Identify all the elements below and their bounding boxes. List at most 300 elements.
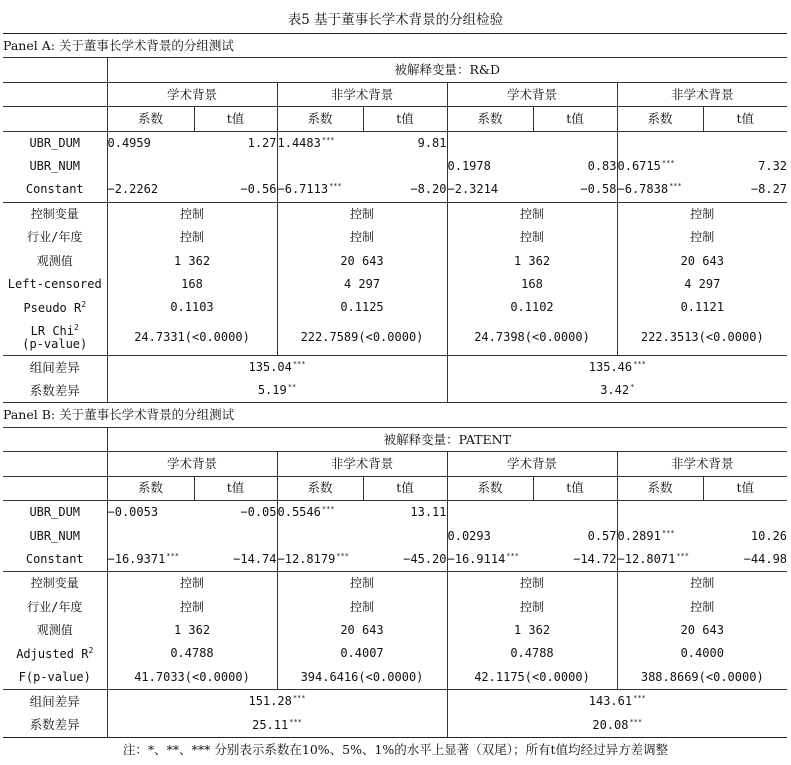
t-value-cell-text: −14.72 <box>573 551 617 566</box>
t-value-cell <box>533 155 617 178</box>
row-label <box>3 572 107 596</box>
t-value-cell-text: 13.11 <box>410 505 447 520</box>
column-header-text: 系数 <box>647 480 673 496</box>
difference-cell <box>447 690 787 714</box>
significance-stars: *** <box>633 694 646 703</box>
row-label <box>3 355 107 379</box>
statistic-cell <box>447 320 617 356</box>
coefficient-cell <box>277 548 363 572</box>
t-value-cell-text: −8.20 <box>410 182 447 197</box>
column-header <box>533 107 617 131</box>
t-value-cell-text: 1.27 <box>247 135 277 150</box>
statistic-cell <box>277 666 447 690</box>
significance-stars: *** <box>676 551 689 560</box>
row-label <box>3 548 107 572</box>
group-header-text: 非学术背景 <box>330 456 394 472</box>
row-label <box>3 690 107 714</box>
coefficient-cell <box>617 178 703 202</box>
difference-cell-text: 135.46 <box>588 359 633 374</box>
t-value-cell <box>533 548 617 572</box>
column-header-text: 系数 <box>137 480 163 496</box>
difference-cell-text: 143.61 <box>588 694 633 709</box>
statistic-cell <box>617 642 787 665</box>
column-header <box>703 476 787 500</box>
row-label-text: 控制变量 <box>30 206 79 221</box>
t-value-cell-text: −8.27 <box>750 182 788 197</box>
statistic-cell-text: 20 643 <box>340 253 384 268</box>
statistic-cell <box>107 619 277 642</box>
significance-stars: ** <box>287 383 297 392</box>
statistic-cell <box>447 250 617 273</box>
statistic-cell <box>277 250 447 273</box>
statistic-cell <box>107 642 277 665</box>
panel-title-text: Panel A: 关于董事长学术背景的分组测试 <box>3 37 234 53</box>
statistic-cell <box>617 202 787 226</box>
row-label <box>3 596 107 619</box>
t-value-cell <box>703 131 787 155</box>
column-header-text: 系数 <box>647 110 673 126</box>
coefficient-cell <box>277 178 363 202</box>
t-value-cell-text: −0.56 <box>240 182 277 197</box>
t-value-cell <box>363 131 447 155</box>
coefficient-cell <box>447 524 533 547</box>
group-difference-row <box>3 355 787 379</box>
t-value-cell-text: 7.32 <box>758 159 788 174</box>
coefficient-row <box>3 524 787 547</box>
statistic-cell-text: 1 362 <box>173 623 211 638</box>
group-header-row <box>3 82 787 106</box>
statistic-cell <box>277 273 447 296</box>
group-difference-row <box>3 690 787 714</box>
row-label-text: Pseudo R <box>23 300 82 315</box>
significance-stars: *** <box>321 505 335 514</box>
coefficient-cell-text: −6.7113 <box>277 182 329 197</box>
t-value-cell <box>703 524 787 547</box>
statistics-row <box>3 250 787 273</box>
statistics-row <box>3 572 787 596</box>
statistics-row <box>3 202 787 226</box>
table-bottom-rule <box>3 737 787 738</box>
panel-title <box>3 403 787 427</box>
coefficient-cell <box>277 501 363 525</box>
t-value-cell <box>194 501 277 525</box>
t-value-cell <box>194 178 277 202</box>
dep-var-row <box>3 427 787 451</box>
statistic-cell-text: 0.4788 <box>510 646 554 661</box>
column-header-text: 系数 <box>307 480 333 496</box>
t-value-cell <box>703 178 787 202</box>
row-label-text: F(p-value) <box>18 669 91 684</box>
significance-stars: *** <box>166 551 179 560</box>
coefficient-cell <box>617 524 703 547</box>
statistic-cell <box>617 226 787 249</box>
statistics-row <box>3 666 787 690</box>
coefficient-cell <box>447 548 533 572</box>
row-label <box>3 379 107 403</box>
row-label-text: 观测值 <box>36 253 73 268</box>
group-header-row <box>3 452 787 476</box>
statistic-cell <box>447 642 617 665</box>
dependent-variable-header-text: 被解释变量：PATENT <box>383 431 511 447</box>
header-empty-cell <box>3 427 107 451</box>
row-label <box>3 501 107 525</box>
statistic-cell <box>277 226 447 249</box>
row-label-text: Constant <box>25 551 84 566</box>
significance-stars: *** <box>289 717 302 726</box>
statistic-cell-text: 控制 <box>349 576 374 591</box>
statistic-cell <box>107 666 277 690</box>
row-label-text: UBR_DUM <box>29 135 81 150</box>
statistics-row <box>3 320 787 356</box>
statistic-cell <box>447 296 617 319</box>
column-header-text: t值 <box>226 480 245 496</box>
dependent-variable-header-text: 被解释变量：R&D <box>394 62 501 78</box>
sub-header-row <box>3 476 787 500</box>
coefficient-cell-text: −16.9371 <box>107 551 166 566</box>
t-value-cell <box>533 524 617 547</box>
header-empty-cell <box>3 58 107 82</box>
statistic-cell-text: 0.4007 <box>340 646 384 661</box>
column-header <box>107 476 194 500</box>
row-label <box>3 202 107 226</box>
statistic-cell <box>107 596 277 619</box>
coefficient-cell-text: −16.9114 <box>447 551 506 566</box>
statistic-cell-text: 1 362 <box>513 623 551 638</box>
t-value-cell <box>703 548 787 572</box>
difference-cell-text: 25.11 <box>252 717 289 732</box>
statistic-cell-text: 4 297 <box>343 277 381 291</box>
row-label-text: UBR_DUM <box>29 505 81 520</box>
coefficient-cell-text: 0.5546 <box>277 505 321 520</box>
significance-stars: * <box>630 383 635 392</box>
group-header <box>107 82 277 106</box>
difference-cell-text: 3.42 <box>600 383 630 398</box>
statistic-cell-text: 0.1103 <box>170 300 214 315</box>
coefficient-cell <box>277 131 363 155</box>
coefficient-cell <box>107 155 194 178</box>
statistic-cell-text: 控制 <box>349 599 374 614</box>
row-label <box>3 524 107 547</box>
t-value-cell-text: −0.58 <box>580 182 617 197</box>
significance-stars: *** <box>661 159 675 168</box>
column-header-text: t值 <box>226 110 245 126</box>
significance-stars: *** <box>629 717 643 726</box>
coefficient-cell <box>277 524 363 547</box>
statistic-cell-text: 0.1121 <box>680 300 724 315</box>
column-header-text: t值 <box>396 480 414 496</box>
statistic-cell-text: 168 <box>181 277 203 291</box>
t-value-cell <box>194 524 277 547</box>
statistic-cell-text: 0.4000 <box>680 646 724 661</box>
column-header-text: t值 <box>566 480 584 496</box>
column-header <box>107 107 194 131</box>
statistics-row <box>3 596 787 619</box>
column-header-text: 系数 <box>137 110 163 126</box>
column-header <box>447 107 533 131</box>
t-value-cell-text: −44.98 <box>743 551 788 566</box>
t-value-cell <box>703 155 787 178</box>
row-label <box>3 155 107 178</box>
t-value-cell-text: 10.26 <box>750 528 788 543</box>
statistic-cell-text: 控制 <box>179 599 204 614</box>
column-header-text: t值 <box>736 480 755 496</box>
t-value-cell-text: −14.74 <box>233 551 277 566</box>
group-header <box>277 82 447 106</box>
coefficient-cell <box>617 501 703 525</box>
row-label <box>3 714 107 737</box>
panel-title <box>3 34 787 58</box>
coefficient-row <box>3 131 787 155</box>
row-label <box>3 296 107 319</box>
statistic-cell-text: 41.7033(<0.0000) <box>134 669 250 684</box>
group-header-text: 学术背景 <box>166 86 217 102</box>
significance-stars: *** <box>669 182 682 191</box>
statistic-cell-text: 1 362 <box>513 253 551 268</box>
row-label-text: LR Chi <box>30 323 75 338</box>
statistic-cell-text: 控制 <box>519 230 544 245</box>
statistic-cell-text: 控制 <box>690 230 715 245</box>
statistic-cell <box>107 202 277 226</box>
row-label-text: 系数差异 <box>29 382 80 398</box>
coefficient-cell-text: −2.2262 <box>107 182 159 197</box>
column-header <box>363 107 447 131</box>
row-label-text: 组间差异 <box>29 359 80 375</box>
table-footnote: 注：*、**、*** 分别表示系数在10%、5%、1%的水平上显著（双尾）；所有t值均经过异方差调整 <box>122 742 669 757</box>
column-header <box>277 107 363 131</box>
t-value-cell-text: −45.20 <box>403 551 447 566</box>
header-empty-cell <box>3 107 107 131</box>
statistic-cell-text: 222.3513(<0.0000) <box>640 329 764 344</box>
significance-stars: *** <box>506 551 519 560</box>
difference-cell <box>107 355 447 379</box>
coefficient-cell <box>107 178 194 202</box>
statistic-cell-text: 222.7589(<0.0000) <box>300 329 424 344</box>
difference-cell <box>107 714 447 737</box>
t-value-cell <box>363 155 447 178</box>
statistic-cell-text: 控制 <box>690 576 715 591</box>
row-label <box>3 619 107 642</box>
t-value-cell-text: 0.57 <box>587 528 617 543</box>
statistic-cell <box>107 572 277 596</box>
row-label <box>3 642 107 665</box>
coefficient-cell-text: −12.8071 <box>617 551 676 566</box>
column-header <box>194 476 277 500</box>
statistic-cell-text: 394.6416(<0.0000) <box>300 669 424 684</box>
row-label-text: 行业/年度 <box>27 230 83 245</box>
dep-var-row <box>3 58 787 82</box>
row-label-text: 控制变量 <box>30 576 79 591</box>
coefficient-cell <box>107 524 194 547</box>
t-value-cell <box>363 178 447 202</box>
statistic-cell-text: 24.7331(<0.0000) <box>134 329 250 344</box>
regression-table <box>3 33 787 737</box>
row-label <box>3 131 107 155</box>
row-label-text: UBR_NUM <box>29 528 81 543</box>
significance-stars: *** <box>292 694 306 703</box>
coefficient-cell-text: 0.2891 <box>617 528 661 543</box>
t-value-cell <box>533 131 617 155</box>
coefficient-cell-text: 0.4959 <box>107 135 151 150</box>
statistic-cell-text: 42.1175(<0.0000) <box>474 669 590 684</box>
coefficient-row <box>3 178 787 202</box>
significance-stars: *** <box>292 359 306 368</box>
statistic-cell-text: 控制 <box>519 576 544 591</box>
coefficient-cell <box>107 548 194 572</box>
statistic-cell-text: 控制 <box>519 599 544 614</box>
statistics-row <box>3 226 787 249</box>
column-header <box>703 107 787 131</box>
statistic-cell-text: 控制 <box>690 206 715 221</box>
statistic-cell <box>617 666 787 690</box>
column-header-text: 系数 <box>477 480 503 496</box>
row-label-text: (p-value) <box>22 336 88 351</box>
statistic-cell-text: 控制 <box>179 230 204 245</box>
group-header-text: 学术背景 <box>166 456 217 472</box>
statistic-cell-text: 20 643 <box>680 253 724 268</box>
statistic-cell-text: 388.8669(<0.0000) <box>640 669 764 684</box>
row-label-text: Left-censored <box>7 277 102 291</box>
row-label <box>3 178 107 202</box>
column-header-text: t值 <box>396 110 414 126</box>
group-header-text: 学术背景 <box>506 456 557 472</box>
group-header-text: 非学术背景 <box>330 86 394 102</box>
statistic-cell <box>107 273 277 296</box>
superscript: 2 <box>81 299 87 309</box>
statistic-cell-text: 20 643 <box>340 623 384 638</box>
column-header-text: 系数 <box>307 110 333 126</box>
sub-header-row <box>3 107 787 131</box>
superscript: 2 <box>74 322 79 332</box>
statistic-cell <box>107 250 277 273</box>
row-label-text: 组间差异 <box>29 693 80 709</box>
coefficient-cell <box>617 548 703 572</box>
row-label <box>3 250 107 273</box>
statistic-cell <box>617 273 787 296</box>
panel-title-row <box>3 34 787 58</box>
statistic-cell-text: 控制 <box>519 206 544 221</box>
coefficient-cell-text: −0.0053 <box>107 505 159 520</box>
t-value-cell-text: 0.83 <box>587 159 617 174</box>
group-difference-row <box>3 379 787 403</box>
statistic-cell-text: 20 643 <box>680 623 724 638</box>
statistic-cell <box>447 226 617 249</box>
coefficient-cell-text: −2.3214 <box>447 182 499 197</box>
statistic-cell-text: 4 297 <box>684 277 721 291</box>
statistic-cell-text: 0.1102 <box>510 300 554 315</box>
coefficient-row <box>3 548 787 572</box>
header-empty-cell <box>3 452 107 476</box>
superscript: 2 <box>88 645 94 655</box>
column-header-text: 系数 <box>477 110 503 126</box>
dependent-variable-header <box>107 427 787 451</box>
coefficient-row <box>3 501 787 525</box>
statistic-cell <box>447 596 617 619</box>
statistic-cell <box>617 320 787 356</box>
t-value-cell-text: 9.81 <box>417 135 447 150</box>
group-difference-row <box>3 714 787 737</box>
statistic-cell-text: 控制 <box>690 599 715 614</box>
coefficient-cell-text: −6.7838 <box>617 182 669 197</box>
row-label-text: 观测值 <box>36 623 73 638</box>
row-label <box>3 320 107 356</box>
statistic-cell-text: 168 <box>521 277 543 291</box>
statistic-cell-text: 1 362 <box>173 253 211 268</box>
column-header-text: t值 <box>736 110 755 126</box>
group-header <box>107 452 277 476</box>
difference-cell-text: 135.04 <box>248 359 292 374</box>
statistic-cell <box>277 296 447 319</box>
statistic-cell <box>277 320 447 356</box>
statistic-cell <box>277 642 447 665</box>
t-value-cell <box>363 548 447 572</box>
difference-cell <box>447 355 787 379</box>
column-header <box>194 107 277 131</box>
coefficient-row <box>3 155 787 178</box>
column-header <box>363 476 447 500</box>
row-label-text: 行业/年度 <box>27 599 83 614</box>
t-value-cell <box>194 155 277 178</box>
statistic-cell <box>447 619 617 642</box>
statistic-cell <box>447 666 617 690</box>
panel-title-text: Panel B: 关于董事长学术背景的分组测试 <box>3 407 235 423</box>
group-header <box>617 452 787 476</box>
statistics-row <box>3 296 787 319</box>
statistics-row <box>3 619 787 642</box>
row-label-text: 系数差异 <box>29 717 80 733</box>
statistic-cell <box>277 572 447 596</box>
group-header-text: 学术背景 <box>506 86 557 102</box>
coefficient-cell <box>447 501 533 525</box>
column-header <box>533 476 617 500</box>
statistic-cell-text: 控制 <box>349 230 374 245</box>
coefficient-cell <box>447 178 533 202</box>
difference-cell <box>107 379 447 403</box>
row-label <box>3 666 107 690</box>
difference-cell <box>107 690 447 714</box>
group-header <box>277 452 447 476</box>
column-header <box>447 476 533 500</box>
statistic-cell <box>107 320 277 356</box>
coefficient-cell-text: −12.8179 <box>277 551 336 566</box>
row-label <box>3 226 107 249</box>
table-caption: 表5 基于董事长学术背景的分组检验 <box>287 12 504 28</box>
difference-cell-text: 151.28 <box>248 694 292 709</box>
t-value-cell <box>533 501 617 525</box>
t-value-cell <box>703 501 787 525</box>
difference-cell <box>447 379 787 403</box>
coefficient-cell-text: 1.4483 <box>277 135 321 150</box>
statistic-cell-text: 控制 <box>179 206 204 221</box>
statistic-cell <box>447 202 617 226</box>
significance-stars: *** <box>633 359 646 368</box>
t-value-cell <box>194 548 277 572</box>
statistic-cell <box>107 226 277 249</box>
coefficient-cell <box>277 155 363 178</box>
row-label <box>3 273 107 296</box>
difference-cell-text: 5.19 <box>257 383 287 398</box>
coefficient-cell <box>447 155 533 178</box>
statistic-cell <box>617 619 787 642</box>
statistic-cell <box>107 296 277 319</box>
coefficient-cell-text: 0.0293 <box>447 528 491 543</box>
row-label-text: Adjusted R <box>16 646 89 661</box>
panel-title-row <box>3 403 787 427</box>
significance-stars: *** <box>661 528 675 537</box>
group-header-text: 非学术背景 <box>671 86 734 102</box>
significance-stars: *** <box>336 551 349 560</box>
coefficient-cell <box>617 131 703 155</box>
statistic-cell-text: 控制 <box>179 576 204 591</box>
